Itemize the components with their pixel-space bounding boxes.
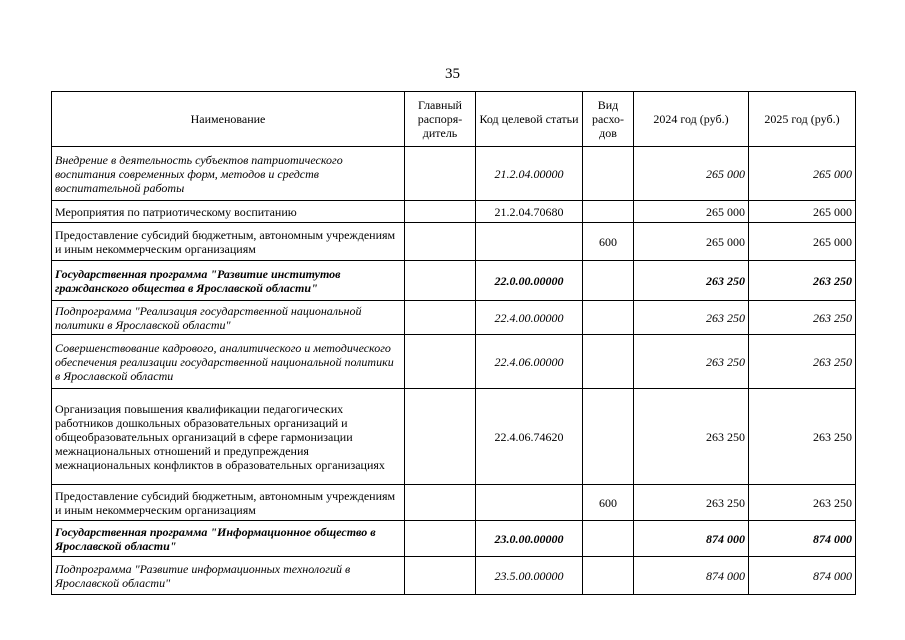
cell-name: Мероприятия по патриотическому воспитанию: [52, 201, 405, 223]
cell-2024: 265 000: [634, 201, 749, 223]
cell-type: 600: [583, 223, 634, 261]
cell-admin: [405, 147, 476, 201]
cell-2025: 263 250: [749, 261, 856, 301]
cell-admin: [405, 557, 476, 595]
cell-name: Государственная программа "Информационное общество в Ярославской области": [52, 521, 405, 557]
header-admin: Главный распоря-дитель: [405, 92, 476, 147]
cell-admin: [405, 301, 476, 335]
cell-type: [583, 261, 634, 301]
header-code: Код целевой статьи: [476, 92, 583, 147]
cell-type: [583, 301, 634, 335]
table-row: [52, 301, 856, 335]
cell-name: Подпрограмма "Реализация государственной национальной политики в Ярославской области": [52, 301, 405, 335]
cell-type: [583, 557, 634, 595]
cell-type: [583, 147, 634, 201]
cell-2024: 874 000: [634, 521, 749, 557]
cell-2025: 263 250: [749, 301, 856, 335]
cell-2024: 263 250: [634, 485, 749, 521]
cell-type: [583, 335, 634, 389]
cell-admin: [405, 485, 476, 521]
cell-2025: 263 250: [749, 335, 856, 389]
table-row: [52, 389, 856, 485]
cell-2025: 265 000: [749, 201, 856, 223]
cell-name: Подпрограмма "Развитие информационных технологий в Ярославской области": [52, 557, 405, 595]
cell-2025: 265 000: [749, 223, 856, 261]
cell-name: Совершенствование кадрового, аналитического и методического обеспечения реализации государственной национальной политики в Ярославской области: [52, 335, 405, 389]
cell-2024: 265 000: [634, 147, 749, 201]
header-2025: 2025 год (руб.): [749, 92, 856, 147]
table-row: [52, 557, 856, 595]
cell-code: 22.4.06.00000: [476, 335, 583, 389]
cell-type: [583, 521, 634, 557]
table-row: [52, 521, 856, 557]
header-type: Вид расхо-дов: [583, 92, 634, 147]
header-2024: 2024 год (руб.): [634, 92, 749, 147]
cell-admin: [405, 389, 476, 485]
cell-name: Организация повышения квалификации педагогических работников дошкольных образовательных организаций и общеобразовательных организаций в сфере гармонизации межнациональных отношений и предупреждения межнациональных конфликтов в образовательных организациях: [52, 389, 405, 485]
cell-2024: 265 000: [634, 223, 749, 261]
cell-admin: [405, 261, 476, 301]
cell-code: 21.2.04.70680: [476, 201, 583, 223]
cell-2024: 263 250: [634, 335, 749, 389]
cell-admin: [405, 521, 476, 557]
cell-code: 21.2.04.00000: [476, 147, 583, 201]
cell-code: 23.0.00.00000: [476, 521, 583, 557]
cell-admin: [405, 223, 476, 261]
cell-2024: 263 250: [634, 301, 749, 335]
cell-code: [476, 223, 583, 261]
cell-name: Предоставление субсидий бюджетным, автономным учреждениям и иным некоммерческим организациям: [52, 223, 405, 261]
cell-name: Внедрение в деятельность субъектов патриотического воспитания современных форм, методов и средств воспитательной работы: [52, 147, 405, 201]
cell-code: 22.0.00.00000: [476, 261, 583, 301]
table-row: [52, 485, 856, 521]
cell-code: 22.4.06.74620: [476, 389, 583, 485]
cell-type: 600: [583, 485, 634, 521]
table-row: [52, 335, 856, 389]
cell-name: Государственная программа "Развитие институтов гражданского общества в Ярославской области": [52, 261, 405, 301]
cell-code: 22.4.00.00000: [476, 301, 583, 335]
cell-2025: 263 250: [749, 485, 856, 521]
cell-2024: 263 250: [634, 261, 749, 301]
page-number: 35: [445, 66, 460, 82]
table-header-row: [52, 92, 856, 147]
cell-2024: 874 000: [634, 557, 749, 595]
cell-type: [583, 201, 634, 223]
cell-2025: 874 000: [749, 557, 856, 595]
table-row: [52, 147, 856, 201]
cell-code: [476, 485, 583, 521]
budget-table: [51, 91, 856, 595]
table-row: [52, 201, 856, 223]
table-row: [52, 261, 856, 301]
header-name: Наименование: [52, 92, 405, 147]
cell-name: Предоставление субсидий бюджетным, автономным учреждениям и иным некоммерческим организациям: [52, 485, 405, 521]
cell-2024: 263 250: [634, 389, 749, 485]
cell-admin: [405, 335, 476, 389]
cell-type: [583, 389, 634, 485]
cell-code: 23.5.00.00000: [476, 557, 583, 595]
cell-2025: 265 000: [749, 147, 856, 201]
table-row: [52, 223, 856, 261]
cell-admin: [405, 201, 476, 223]
cell-2025: 874 000: [749, 521, 856, 557]
cell-2025: 263 250: [749, 389, 856, 485]
